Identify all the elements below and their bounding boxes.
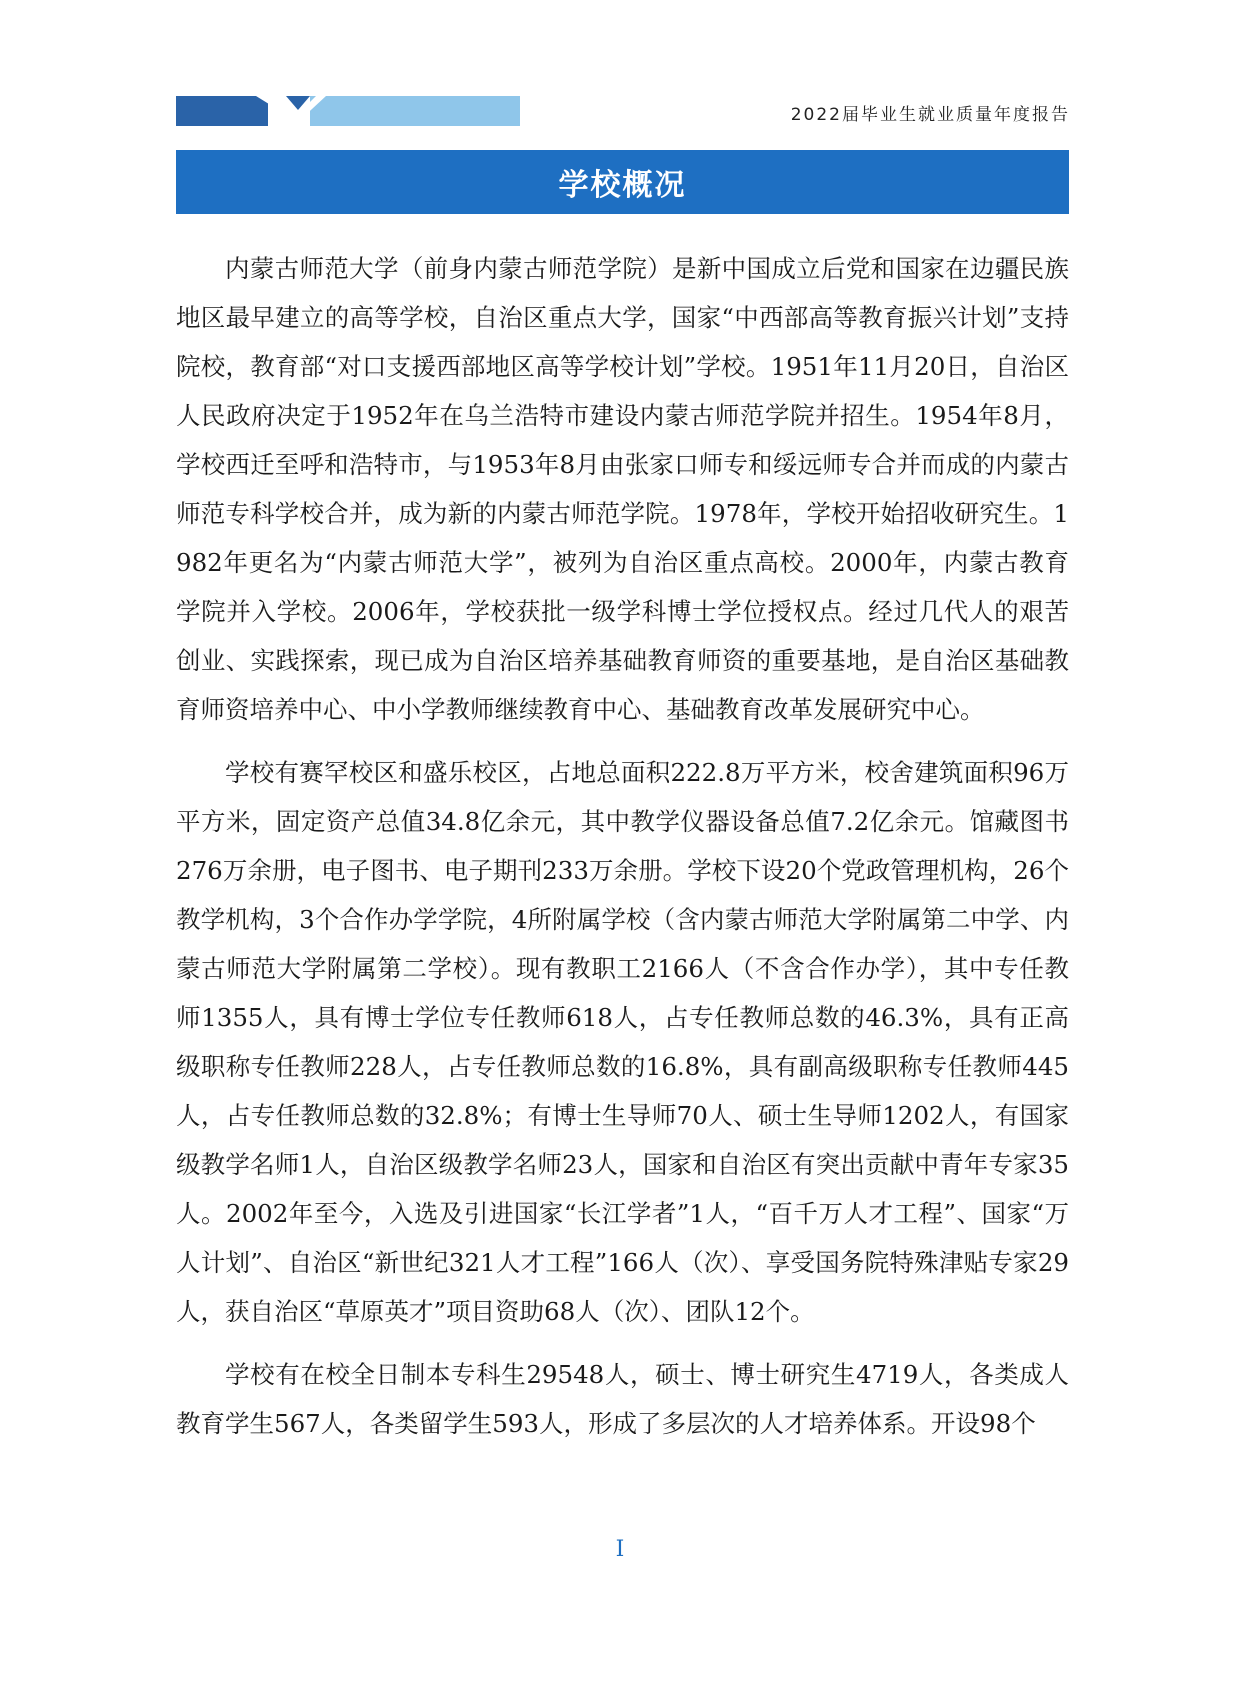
paragraph-facilities-staff: 学校有赛罕校区和盛乐校区，占地总面积222.8万平方米，校舍建筑面积96万平方米，固定资产总值34.8亿余元，其中教学仪器设备总值7.2亿余元。馆藏图书276万余册，电子图书、电子期刊233万余册。学校下设20个党政管理机构，26个教学机构，3个合作办学学院，4所附属学校（含内蒙古师范大学附属第二中学、内蒙古师范大学附属第二学校）。现有教职工2166人（不含合作办学），其中专任教师1355人，具有博士学位专任教师618人，占专任教师总数的46.3%，具有正高级职称专任教师228人，占专任教师总数的16.8%，具有副高级职称专任教师445人，占专任教师总数的32.8%；有博士生导师70人、硕士生导师1202人，有国家级教学名师1人，自治区级教学名师23人，国家和自治区有突出贡献中青年专家35人。2002年至今，入选及引进国家“长江学者”1人，“百千万人才工程”、国家“万人计划”、自治区“新世纪321人才工程”166人（次）、享受国务院特殊津贴专家29人，获自治区“草原英才”项目资助68人（次）、团队12个。 [176,758,1069,1326]
section-title: 学校概况 [558,168,687,203]
paragraph-history: 内蒙古师范大学（前身内蒙古师范学院）是新中国成立后党和国家在边疆民族地区最早建立的高等学校，自治区重点大学，国家“中西部高等教育振兴计划”支持院校，教育部“对口支援西部地区高等学校计划”学校。1951年11月20日，自治区人民政府决定于1952年在乌兰浩特市建设内蒙古师范学院并招生。1954年8月，学校西迁至呼和浩特市，与1953年8月由张家口师专和绥远师专合并而成的内蒙古师范专科学校合并，成为新的内蒙古师范学院。1978年，学校开始招收研究生。1982年更名为“内蒙古师范大学”，被列为自治区重点高校。2000年，内蒙古教育学院并入学校。2006年，学校获批一级学科博士学位授权点。经过几代人的艰苦创业、实践探索，现已成为自治区培养基础教育师资的重要基地，是自治区基础教育师资培养中心、中小学教师继续教育中心、基础教育改革发展研究中心。 [176,254,1069,724]
section-title-banner [176,150,1069,214]
body-text [176,244,1069,1462]
header-decoration-logo [176,96,520,126]
page-number: I [615,1537,625,1562]
report-header-title: 2022届毕业生就业质量年度报告 [790,105,1070,125]
paragraph-students: 学校有在校全日制本专科生29548人，硕士、博士研究生4719人，各类成人教育学生567人，各类留学生593人，形成了多层次的人才培养体系。开设98个 [176,1360,1069,1438]
